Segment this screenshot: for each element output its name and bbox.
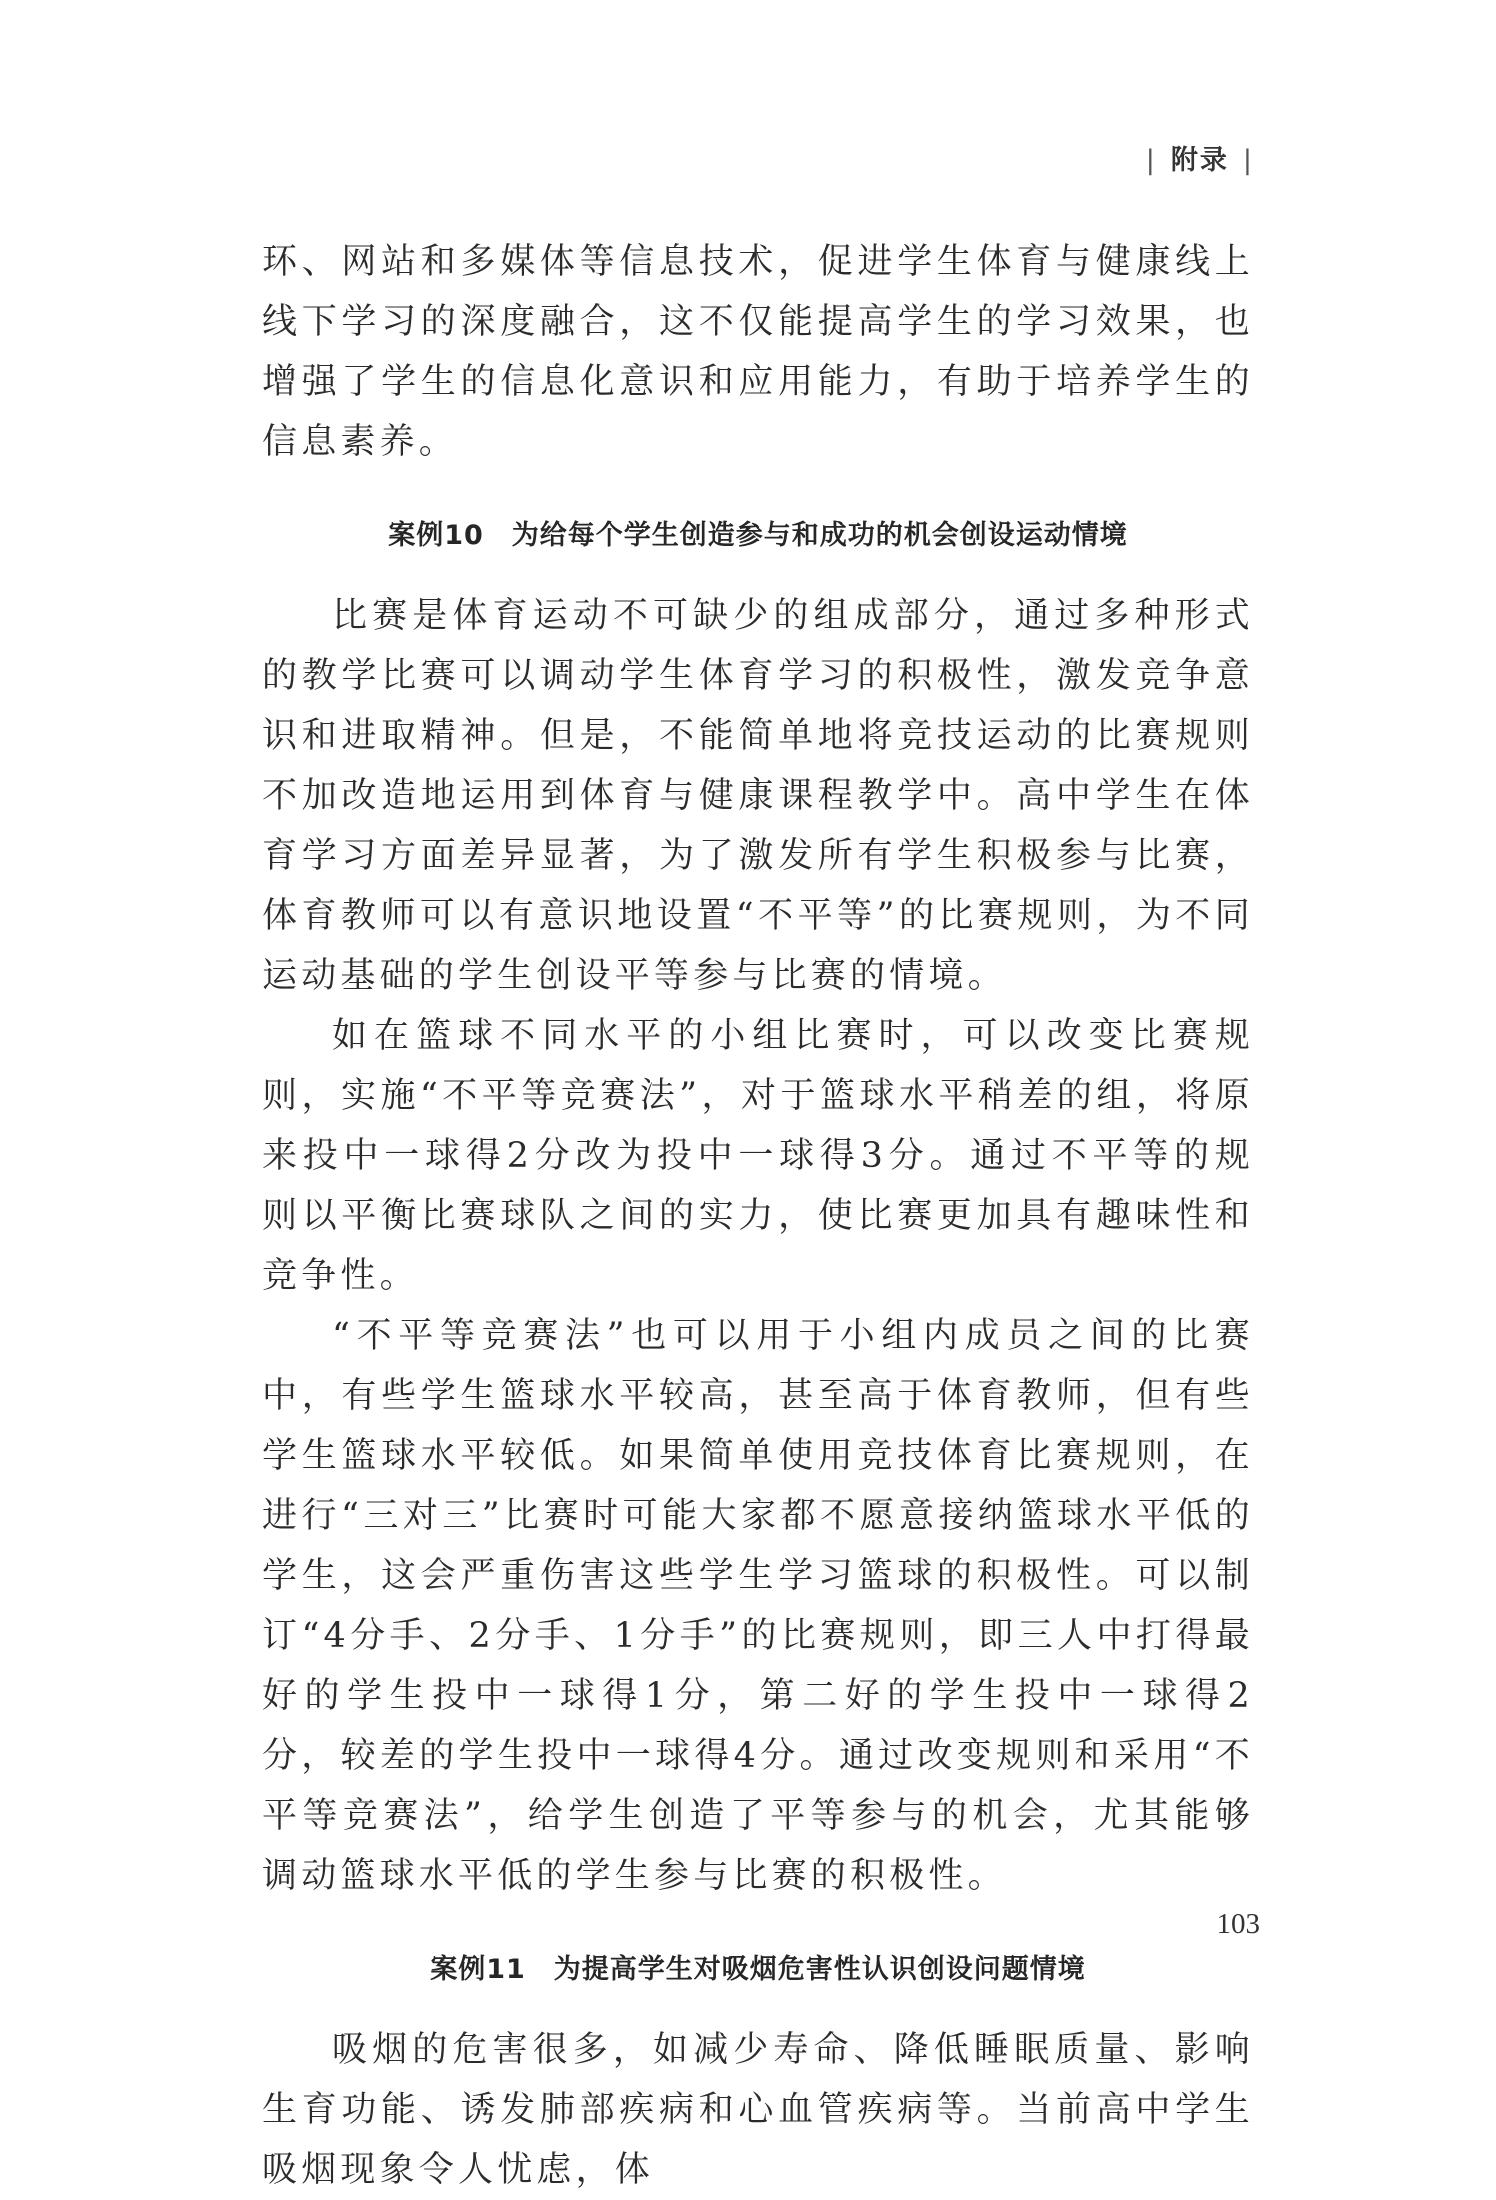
page-content: [262, 232, 1254, 2200]
header-section-title: 附录: [1170, 145, 1229, 176]
header-right-bar: |: [1242, 145, 1254, 176]
paragraph-case10-example: 如在篮球不同水平的小组比赛时，可以改变比赛规则，实施“不平等竞赛法”，对于篮球水平稍差的组，将原来投中一球得2分改为投中一球得3分。通过不平等的规则以平衡比赛球队之间的实力，使比赛更加具有趣味性和竞争性。: [262, 1016, 1254, 1296]
case-11-title: 为提高学生对吸烟危害性认识创设问题情境: [553, 1954, 1086, 1985]
paragraph-case10-intro: 比赛是体育运动不可缺少的组成部分，通过多种形式的教学比赛可以调动学生体育学习的积极性，激发竞争意识和进取精神。但是，不能简单地将竞技运动的比赛规则不加改造地运用到体育与健康课程教学中。高中学生在体育学习方面差异显著，为了激发所有学生积极参与比赛，体育教师可以有意识地设置“不平等”的比赛规则，为不同运动基础的学生创设平等参与比赛的情境。: [262, 596, 1254, 996]
paragraph-continued: 环、网站和多媒体等信息技术，促进学生体育与健康线上线下学习的深度融合，这不仅能提高学生的学习效果，也增强了学生的信息化意识和应用能力，有助于培养学生的信息素养。: [262, 242, 1254, 462]
case-11-heading: [262, 1950, 1254, 1990]
header-left-bar: |: [1145, 145, 1157, 176]
paragraph-case11-intro: 吸烟的危害很多，如减少寿命、降低睡眠质量、影响生育功能、诱发肺部疾病和心血管疾病等。当前高中学生吸烟现象令人忧虑，体: [262, 2030, 1254, 2190]
paragraph-case10-group-rules: “不平等竞赛法”也可以用于小组内成员之间的比赛中，有些学生篮球水平较高，甚至高于体育教师，但有些学生篮球水平较低。如果简单使用竞技体育比赛规则，在进行“三对三”比赛时可能大家都不愿意接纳篮球水平低的学生，这会严重伤害这些学生学习篮球的积极性。可以制订“4分手、2分手、1分手”的比赛规则，即三人中打得最好的学生投中一球得1分，第二好的学生投中一球得2分，较差的学生投中一球得4分。通过改变规则和采用“不平等竞赛法”，给学生创造了平等参与的机会，尤其能够调动篮球水平低的学生参与比赛的积极性。: [262, 1316, 1254, 1896]
case-10-heading: [262, 516, 1254, 556]
case-10-title: 为给每个学生创造参与和成功的机会创设运动情境: [511, 520, 1128, 551]
running-header: [1132, 138, 1268, 177]
page-number: 103: [1216, 1908, 1260, 1940]
case-11-number: 案例11: [430, 1954, 526, 1985]
case-10-number: 案例10: [388, 520, 484, 551]
